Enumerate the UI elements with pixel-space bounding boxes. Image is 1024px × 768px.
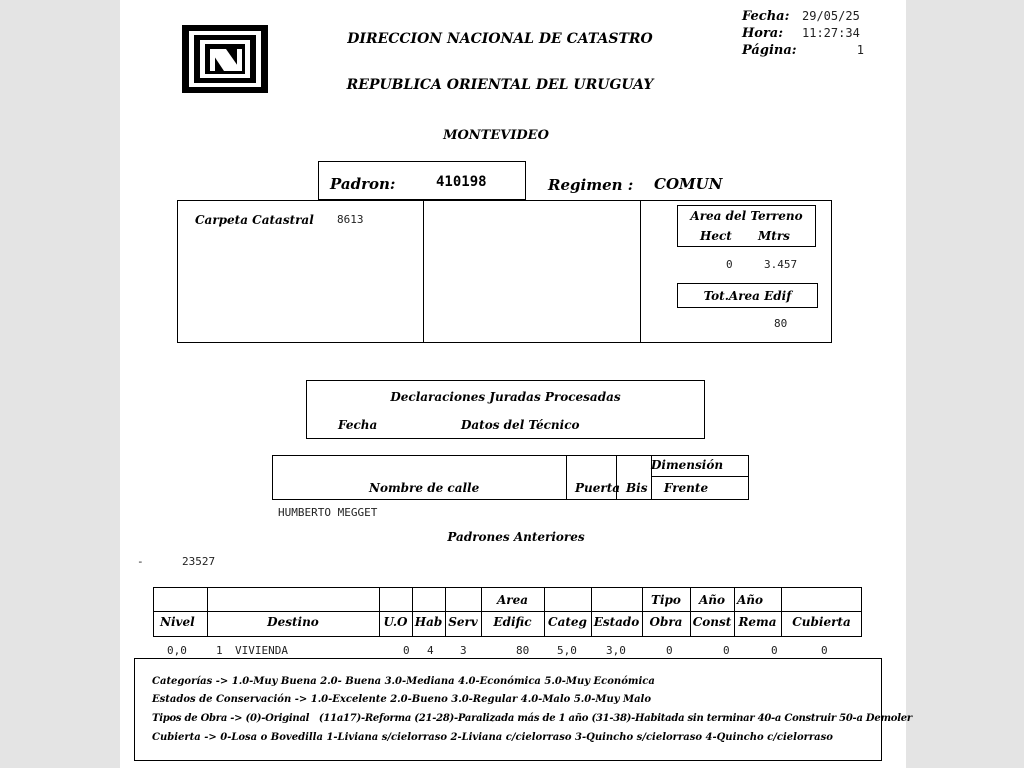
mtrs-value: 3.457	[764, 258, 798, 271]
legend-categorias: Categorías -> 1.0-Muy Buena 2.0- Buena 3.0-Mediana 4.0-Económica 5.0-Muy Económica	[152, 676, 655, 687]
pagina-value: 1	[856, 43, 864, 57]
unit-categ: 5,0	[557, 644, 577, 657]
carpeta-label: Carpeta Catastral	[195, 213, 314, 227]
legend-cubierta: Cubierta -> 0-Losa o Bovedilla 1-Liviana s/cielorraso 2-Liviana c/cielorraso 3-Quincho s/cielorraso 4-Quincho c/cielorraso	[152, 732, 833, 743]
calles-nombre-label: Nombre de calle	[369, 481, 480, 495]
anteriores-value: 23527	[182, 555, 216, 568]
units-header-rema-top: Año	[736, 593, 764, 607]
units-header-serv: Serv	[448, 615, 478, 629]
declaraciones-fecha-label: Fecha	[338, 418, 378, 432]
legend-tipos-obra: Tipos de Obra -> (0)-Original (11a17)-Reforma (21-28)-Paralizada más de 1 año (31-38)-Habitada sin terminar 40-a Construir 50-a Demoler	[152, 713, 912, 724]
area-terreno-label: Area del Terreno	[690, 209, 803, 223]
calles-street-value: HUMBERTO MEGGET	[278, 506, 378, 519]
fecha-label: Fecha:	[742, 9, 790, 24]
calles-puerta-label: Puerta	[575, 481, 621, 495]
legend-estados: Estados de Conservación -> 1.0-Excelente 2.0-Bueno 3.0-Regular 4.0-Malo 5.0-Muy Malo	[152, 694, 652, 705]
units-col-divider	[412, 587, 413, 637]
units-header-hab: Hab	[414, 615, 443, 629]
regimen-value: COMUN	[654, 175, 723, 193]
unit-hab: 4	[427, 644, 434, 657]
declaraciones-title: Declaraciones Juradas Procesadas	[390, 390, 621, 404]
hora-value: 11:27:34	[802, 26, 860, 40]
units-header-rema-bottom: Rema	[738, 615, 777, 629]
units-header-cubierta: Cubierta	[792, 615, 851, 629]
unit-nivel: 0,0	[167, 644, 187, 657]
unit-serv: 3	[460, 644, 467, 657]
unit-uo: 0	[403, 644, 410, 657]
padron-value: 410198	[436, 174, 487, 190]
info-divider-2	[640, 200, 641, 343]
units-col-divider	[207, 587, 208, 637]
unit-tipo: 0	[666, 644, 673, 657]
units-header-const-top: Año	[698, 593, 726, 607]
padron-label: Padron:	[330, 175, 396, 193]
units-col-divider	[445, 587, 446, 637]
tot-area-value: 80	[774, 317, 788, 330]
units-header-const-bottom: Const	[692, 615, 732, 629]
mtrs-label: Mtrs	[758, 229, 790, 243]
legend-box	[134, 658, 882, 761]
calles-dimension-label: Dimensión	[651, 458, 724, 472]
units-header-estado: Estado	[593, 615, 640, 629]
unit-const: 0	[723, 644, 730, 657]
tot-area-label: Tot.Area Edif	[703, 289, 792, 303]
units-header-area-bottom: Edific	[493, 615, 532, 629]
unit-cubierta: 0	[821, 644, 828, 657]
regimen-label: Regimen :	[548, 176, 634, 194]
units-col-divider	[591, 587, 592, 637]
calles-frente-label: Frente	[663, 481, 709, 495]
units-header-categ: Categ	[548, 615, 587, 629]
unit-area: 80	[516, 644, 530, 657]
units-header-tipo-bottom: Obra	[649, 615, 683, 629]
catastro-logo-icon	[182, 25, 268, 93]
anteriores-dash: -	[137, 555, 144, 568]
calles-dimension-line	[651, 476, 749, 477]
units-col-divider	[544, 587, 545, 637]
hect-label: Hect	[700, 229, 732, 243]
units-header-uo: U.O	[383, 615, 408, 629]
units-header-area-top: Area	[496, 593, 529, 607]
units-col-divider	[379, 587, 380, 637]
document-page	[120, 0, 912, 768]
units-header-tipo-top: Tipo	[651, 593, 681, 607]
unit-destino-num: 1	[216, 644, 223, 657]
units-header-nivel: Nivel	[160, 615, 195, 629]
fecha-value: 29/05/25	[802, 9, 860, 23]
info-divider-1	[423, 200, 424, 343]
country-title: REPUBLICA ORIENTAL DEL URUGUAY	[346, 77, 654, 93]
calles-bis-label: Bis	[626, 481, 648, 495]
declaraciones-tecnico-label: Datos del Técnico	[461, 418, 580, 432]
calles-divider-1	[566, 455, 567, 500]
units-col-divider	[781, 587, 782, 637]
unit-destino: VIVIENDA	[235, 644, 288, 657]
hect-value: 0	[726, 258, 733, 271]
pagina-label: Página:	[742, 43, 797, 58]
institution-title: DIRECCION NACIONAL DE CATASTRO	[347, 31, 653, 47]
carpeta-value: 8613	[337, 213, 364, 226]
units-header-destino: Destino	[267, 615, 319, 629]
unit-estado: 3,0	[606, 644, 626, 657]
city-title: MONTEVIDEO	[443, 128, 549, 143]
units-subheader-line	[153, 611, 862, 612]
anteriores-title: Padrones Anteriores	[447, 530, 585, 544]
unit-rema: 0	[771, 644, 778, 657]
hora-label: Hora:	[742, 26, 784, 41]
